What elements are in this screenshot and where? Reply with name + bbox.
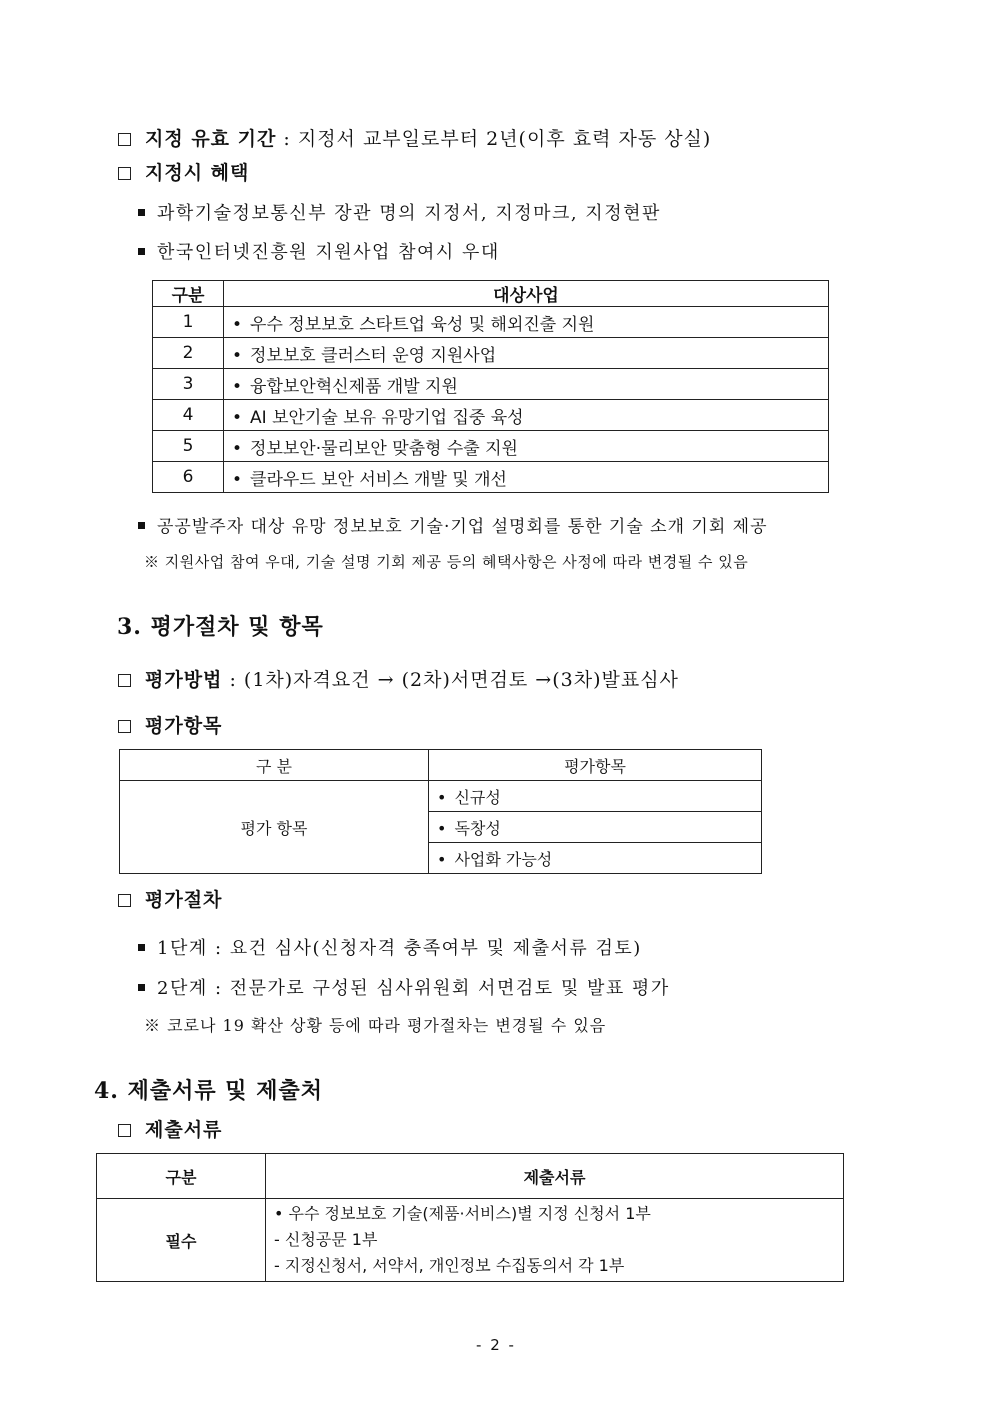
evaluation-procedure-heading xyxy=(118,885,222,912)
evaluation-method-line xyxy=(118,665,679,692)
column-header: 평가항목 xyxy=(429,750,762,781)
procedure-step xyxy=(138,934,642,960)
method-sep: : xyxy=(222,669,244,691)
row-text xyxy=(224,307,829,338)
benefit-item-text: 과학기술정보통신부 장관 명의 지정서, 지정마크, 지정현판 xyxy=(157,203,661,224)
evaluation-items-table xyxy=(119,749,762,874)
validity-label: 지정 유효 기간 xyxy=(145,128,277,150)
row-text xyxy=(224,338,829,369)
row-number: 6 xyxy=(153,462,224,493)
checkbox-icon xyxy=(118,894,131,907)
docs-label: 제출서류 xyxy=(145,1119,223,1141)
row-text-value: 우수 정보보호 스타트업 육성 및 해외진출 지원 xyxy=(250,314,595,335)
square-bullet-icon xyxy=(138,248,145,255)
table-row xyxy=(97,1199,844,1282)
table-row xyxy=(153,400,829,431)
procedure-note: ※ 코로나 19 확산 상황 등에 따라 평가절차는 변경될 수 있음 xyxy=(144,1016,607,1035)
procedure-step-text: 1단계 : 요건 심사(신청자격 충족여부 및 제출서류 검토) xyxy=(157,938,642,959)
square-bullet-icon xyxy=(138,944,145,951)
row-number: 3 xyxy=(153,369,224,400)
procedure-step xyxy=(138,974,670,1000)
benefit-item-text: 한국인터넷진흥원 지원사업 참여시 우대 xyxy=(157,242,500,263)
procedure-label: 평가절차 xyxy=(145,889,223,911)
item-text: 독창성 xyxy=(454,818,501,838)
dot-bullet-icon: • xyxy=(232,469,243,490)
dot-bullet-icon: • xyxy=(437,818,447,838)
dot-bullet-icon: • xyxy=(437,787,447,807)
docs-line: - 신청공문 1부 xyxy=(274,1230,378,1249)
row-number: 5 xyxy=(153,431,224,462)
validity-line xyxy=(118,124,711,151)
checkbox-icon xyxy=(118,167,131,180)
row-text-value: 정보보호 클러스터 운영 지원사업 xyxy=(250,345,497,366)
docs-line: • 우수 정보보호 기술(제품·서비스)별 지정 신청서 1부 xyxy=(274,1204,651,1223)
square-bullet-icon xyxy=(138,522,145,529)
checkbox-icon xyxy=(118,674,131,687)
dot-bullet-icon: • xyxy=(437,849,447,869)
benefits-label: 지정시 혜택 xyxy=(145,162,250,184)
table-row xyxy=(153,307,829,338)
row-text-value: 클라우드 보안 서비스 개발 및 개선 xyxy=(250,469,507,490)
table-row xyxy=(120,781,762,812)
benefits-note: ※ 지원사업 참여 우대, 기술 설명 기회 제공 등의 혜택사항은 사정에 따라 변경될 수 있음 xyxy=(144,553,749,571)
item-cell xyxy=(429,812,762,843)
column-header: 구분 xyxy=(97,1154,266,1199)
benefit-item-text: 공공발주자 대상 유망 정보보호 기술·기업 설명회를 통한 기술 소개 기회 제공 xyxy=(157,517,768,537)
square-bullet-icon xyxy=(138,984,145,991)
submission-docs-table xyxy=(96,1153,844,1282)
evaluation-items-heading xyxy=(118,711,222,738)
row-text xyxy=(224,369,829,400)
table-row xyxy=(153,338,829,369)
table-row xyxy=(153,462,829,493)
dot-bullet-icon: • xyxy=(232,438,243,459)
table-header-row xyxy=(153,281,829,307)
table-row xyxy=(153,369,829,400)
checkbox-icon xyxy=(118,720,131,733)
procedure-step-text: 2단계 : 전문가로 구성된 심사위원회 서면검토 및 발표 평가 xyxy=(157,978,670,999)
submission-docs-heading xyxy=(118,1115,222,1142)
docs-line: - 지정신청서, 서약서, 개인정보 수집동의서 각 1부 xyxy=(274,1256,625,1275)
column-header: 구 분 xyxy=(120,750,429,781)
table-header-row xyxy=(97,1154,844,1199)
section-4-title: 4. 제출서류 및 제출처 xyxy=(94,1078,323,1104)
row-text xyxy=(224,462,829,493)
dot-bullet-icon: • xyxy=(232,345,243,366)
benefits-heading xyxy=(118,158,249,185)
dot-bullet-icon: • xyxy=(232,407,243,428)
column-header: 구분 xyxy=(153,281,224,307)
item-cell xyxy=(429,843,762,874)
dot-bullet-icon: • xyxy=(232,314,243,335)
column-header: 대상사업 xyxy=(224,281,829,307)
column-header: 제출서류 xyxy=(266,1154,844,1199)
row-number: 1 xyxy=(153,307,224,338)
checkbox-icon xyxy=(118,133,131,146)
method-text: (1차)자격요건 → (2차)서면검토 →(3차)발표심사 xyxy=(243,669,679,691)
row-label: 필수 xyxy=(97,1199,266,1282)
item-text: 신규성 xyxy=(454,787,501,807)
dot-bullet-icon: • xyxy=(232,376,243,397)
group-cell: 평가 항목 xyxy=(120,781,429,874)
benefit-item xyxy=(138,238,500,264)
checkbox-icon xyxy=(118,1124,131,1137)
square-bullet-icon xyxy=(138,209,145,216)
validity-sep: : xyxy=(276,128,298,150)
row-text-value: AI 보안기술 보유 유망기업 집중 육성 xyxy=(250,407,524,428)
row-text xyxy=(224,400,829,431)
item-text: 사업화 가능성 xyxy=(454,849,553,869)
docs-cell xyxy=(266,1199,844,1282)
row-text xyxy=(224,431,829,462)
row-text-value: 정보보안·물리보안 맞춤형 수출 지원 xyxy=(250,438,518,459)
table-row xyxy=(153,431,829,462)
row-number: 2 xyxy=(153,338,224,369)
page-number: - 2 - xyxy=(476,1336,516,1354)
method-label: 평가방법 xyxy=(145,669,223,691)
row-number: 4 xyxy=(153,400,224,431)
section-3-title: 3. 평가절차 및 항목 xyxy=(117,614,324,640)
items-label: 평가항목 xyxy=(145,715,223,737)
validity-text: 지정서 교부일로부터 2년(이후 효력 자동 상실) xyxy=(297,128,712,150)
item-cell xyxy=(429,781,762,812)
benefit-item xyxy=(138,199,661,225)
benefit-item xyxy=(138,512,768,537)
table-header-row xyxy=(120,750,762,781)
benefit-programs-table xyxy=(152,280,829,493)
row-text-value: 융합보안혁신제품 개발 지원 xyxy=(250,376,458,397)
